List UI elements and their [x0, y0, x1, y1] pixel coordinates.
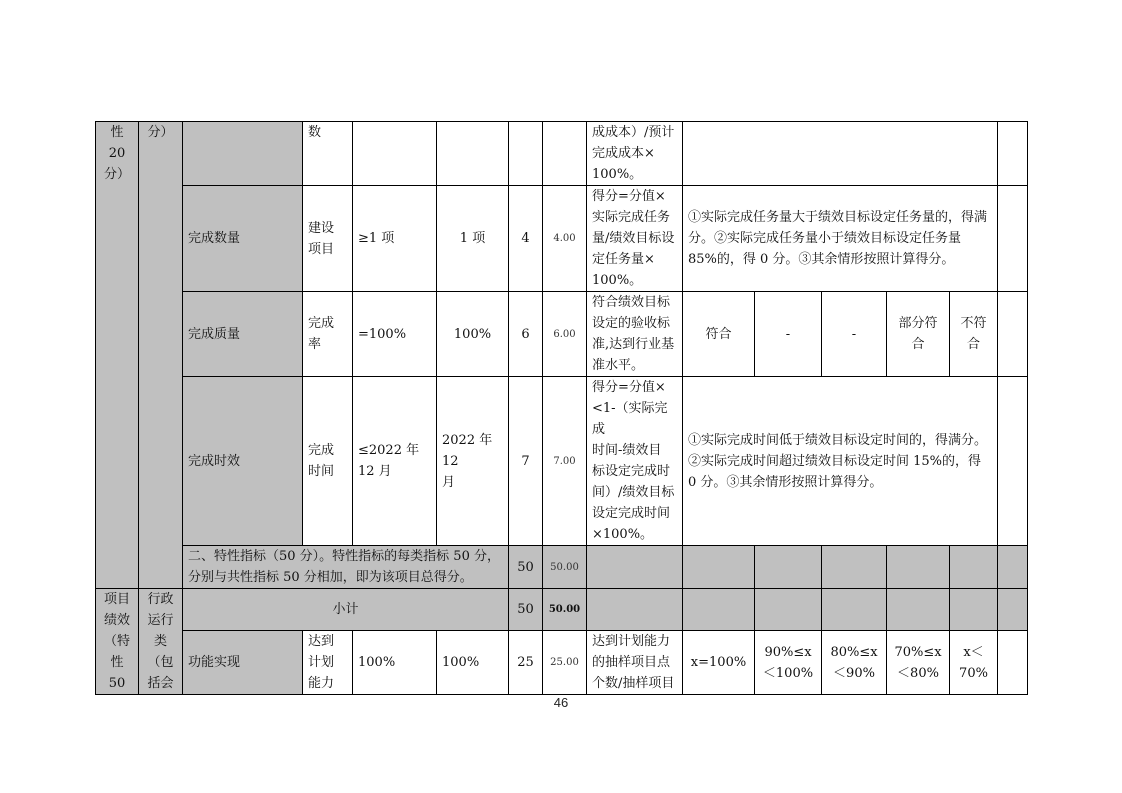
grade-cell: - — [755, 292, 822, 377]
score-cell: 50.00 — [543, 546, 587, 589]
blank-cell — [755, 546, 822, 589]
sub-indicator-cell: 完成 率 — [303, 292, 353, 377]
blank-cell — [822, 589, 887, 631]
actual-cell: 2022 年 12 月 — [437, 377, 509, 546]
subtotal-label: 小计 — [183, 589, 509, 631]
category-cell: 行政 运行 类 （包 括会 — [139, 589, 183, 695]
indicator-cell: 完成时效 — [183, 377, 303, 546]
target-cell — [353, 122, 437, 186]
target-cell: 100% — [353, 631, 437, 695]
weight-cell: 50 — [509, 546, 543, 589]
grade-cell: 90%≤x ＜100% — [755, 631, 822, 695]
blank-cell — [887, 546, 950, 589]
criteria-cell: ①实际完成任务量大于绩效目标设定任务量的，得满分。②实际完成任务量小于绩效目标设定任务量 85%的，得 0 分。③其余情形按照计算得分。 — [683, 186, 998, 292]
blank-cell — [683, 589, 755, 631]
sub-indicator-cell: 达到 计划 能力 — [303, 631, 353, 695]
grade-cell: 80%≤x ＜90% — [822, 631, 887, 695]
category-cell: 分） — [139, 122, 183, 589]
table-row — [96, 546, 1028, 589]
actual-cell: 100% — [437, 292, 509, 377]
grade-cell: 不符 合 — [950, 292, 998, 377]
grade-cell: 符合 — [683, 292, 755, 377]
blank-cell — [998, 122, 1028, 186]
dimension-cell: 性 20 分） — [96, 122, 139, 589]
weight-cell: 7 — [509, 377, 543, 546]
target-cell: =100% — [353, 292, 437, 377]
criteria-cell: ①实际完成时间低于绩效目标设定时间的，得满分。②实际完成时间超过绩效目标设定时间 15%的，得 0 分。③其余情形按照计算得分。 — [683, 377, 998, 546]
blank-cell — [998, 631, 1028, 695]
criteria-cell — [683, 122, 998, 186]
blank-cell — [950, 546, 998, 589]
blank-cell — [998, 546, 1028, 589]
indicator-cell — [183, 122, 303, 186]
blank-cell — [683, 546, 755, 589]
indicator-cell: 完成质量 — [183, 292, 303, 377]
scoring-method-cell: 成成本）/预计 完成成本× 100%。 — [587, 122, 683, 186]
blank-cell — [950, 589, 998, 631]
scoring-method-cell: 得分=分值× <1-（实际完成 时间-绩效目 标设定完成时 间）/绩效目标 设定完成时间 ×100%。 — [587, 377, 683, 546]
grade-cell: - — [822, 292, 887, 377]
dimension-cell: 项目 绩效 （特 性 50 — [96, 589, 139, 695]
target-cell: ≤2022 年 12 月 — [353, 377, 437, 546]
score-cell: 4.00 — [543, 186, 587, 292]
table-row — [96, 292, 1028, 377]
sub-indicator-cell: 完成 时间 — [303, 377, 353, 546]
scoring-method-cell: 得分=分值× 实际完成任务 量/绩效目标设 定任务量× 100%。 — [587, 186, 683, 292]
section-heading: 二、特性指标（50 分）。特性指标的每类指标 50 分，分别与共性指标 50 分相加，即为该项目总得分。 — [183, 546, 509, 589]
blank-cell — [998, 186, 1028, 292]
table-row — [96, 631, 1028, 695]
blank-cell — [887, 589, 950, 631]
grade-cell: x=100% — [683, 631, 755, 695]
score-cell: 50.00 — [543, 589, 587, 631]
blank-cell — [587, 546, 683, 589]
weight-cell: 6 — [509, 292, 543, 377]
table-row — [96, 122, 1028, 186]
sub-indicator-cell: 建设 项目 — [303, 186, 353, 292]
table-row — [96, 186, 1028, 292]
indicator-cell: 功能实现 — [183, 631, 303, 695]
blank-cell — [998, 377, 1028, 546]
target-cell: ≥1 项 — [353, 186, 437, 292]
scoring-method-cell: 符合绩效目标 设定的验收标 准,达到行业基 准水平。 — [587, 292, 683, 377]
weight-cell: 50 — [509, 589, 543, 631]
weight-cell — [509, 122, 543, 186]
performance-evaluation-table — [95, 121, 1028, 695]
blank-cell — [587, 589, 683, 631]
score-cell: 6.00 — [543, 292, 587, 377]
page-number: 46 — [553, 695, 569, 710]
grade-cell: x＜ 70% — [950, 631, 998, 695]
actual-cell — [437, 122, 509, 186]
weight-cell: 25 — [509, 631, 543, 695]
score-cell: 25.00 — [543, 631, 587, 695]
scoring-method-cell: 达到计划能力 的抽样项目点 个数/抽样项目 — [587, 631, 683, 695]
blank-cell — [998, 292, 1028, 377]
score-cell: 7.00 — [543, 377, 587, 546]
actual-cell: 100% — [437, 631, 509, 695]
blank-cell — [998, 589, 1028, 631]
score-cell — [543, 122, 587, 186]
grade-cell: 部分符 合 — [887, 292, 950, 377]
blank-cell — [822, 546, 887, 589]
indicator-cell: 完成数量 — [183, 186, 303, 292]
table-row — [96, 377, 1028, 546]
table-row — [96, 589, 1028, 631]
weight-cell: 4 — [509, 186, 543, 292]
sub-indicator-cell: 数 — [303, 122, 353, 186]
grade-cell: 70%≤x ＜80% — [887, 631, 950, 695]
actual-cell: 1 项 — [437, 186, 509, 292]
blank-cell — [755, 589, 822, 631]
